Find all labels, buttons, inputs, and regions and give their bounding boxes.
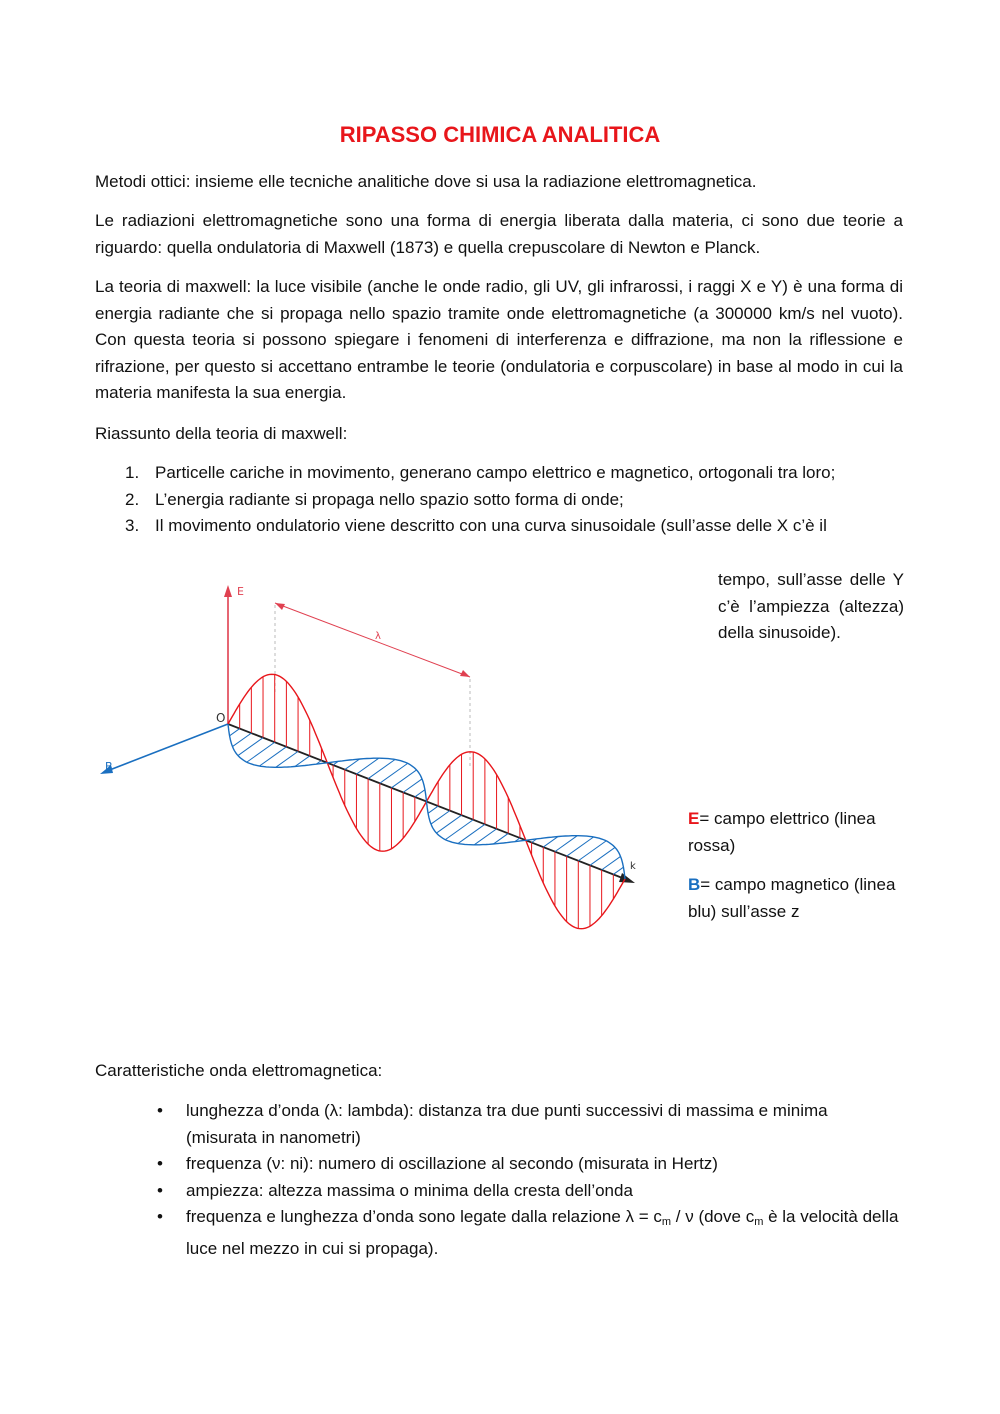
e-axis-label: E <box>237 585 244 598</box>
origin-label: O <box>216 711 226 725</box>
paragraph-summary-heading: Riassunto della teoria di maxwell: <box>95 424 348 443</box>
list-item <box>95 1178 903 1205</box>
propagation-axis-label: k <box>630 861 636 872</box>
legend-e-key: E <box>688 809 700 828</box>
list-item-text: Particelle cariche in movimento, generano campo elettrico e magnetico, ortogonali tra loro; <box>155 463 836 482</box>
formula-text-b: / ν (dove c <box>671 1207 755 1226</box>
bullet-text: lunghezza d’onda (λ: lambda): distanza tra due punti successivi di massima e minima (misurata in nanometri) <box>186 1101 828 1147</box>
formula-text-c: è la velocità della luce nel mezzo in cui si propaga). <box>186 1207 899 1258</box>
paragraph-theories: Le radiazioni elettromagnetiche sono una forma di energia liberata dalla materia, ci sono due teorie a riguardo: quella ondulatoria di Maxwell (1873) e quella crepuscolare di Newton e Planck. <box>95 211 903 257</box>
list-item <box>95 487 903 514</box>
paragraph-intro: Metodi ottici: insieme elle tecniche analitiche dove si usa la radiazione elettromagnetica. <box>95 172 757 191</box>
bullet-text: frequenza (ν: ni): numero di oscillazione al secondo (misurata in Hertz) <box>186 1154 718 1173</box>
wavelength-label: λ <box>375 631 381 642</box>
list-number: 3. <box>125 516 140 535</box>
legend-e-text: = campo elettrico (linea rossa) <box>688 809 876 855</box>
formula-text-a: frequenza e lunghezza d’onda sono legate dalla relazione λ = c <box>186 1207 662 1226</box>
list-item <box>95 460 903 487</box>
bullet: • <box>157 1154 163 1173</box>
b-axis-label: B <box>105 760 113 773</box>
bullet-text <box>186 1207 899 1258</box>
characteristics-list <box>95 1098 903 1262</box>
paragraph-maxwell: La teoria di maxwell: la luce visibile (anche le onde radio, gli UV, gli infrarossi, i raggi X e Y) è una forma di energia radiante che si propaga nello spazio tramite onde elettromagnetiche (a 300000 km/s nel vuoto). Con questa teoria si possono spiegare i fenomeni di interferenza e diffrazione, ma non la riflessione e rifrazione, per questo si accettano entrambe le teorie (ondulatoria e corpuscolare) in base al modo in cui la materia manifesta la sua energia. <box>95 277 903 402</box>
bullet-text: ampiezza: altezza massima o minima della cresta dell’onda <box>186 1180 633 1200</box>
page-title: RIPASSO CHIMICA ANALITICA <box>339 122 661 147</box>
list-item-text: Il movimento ondulatorio viene descritto con una curva sinusoidale (sull’asse delle X c’è il <box>155 516 827 535</box>
legend-magnetic <box>688 872 903 925</box>
list-number: 1. <box>125 463 140 482</box>
bullet: • <box>157 1207 163 1226</box>
formula-subscript: m <box>754 1216 764 1228</box>
list-item <box>95 1204 903 1262</box>
list-number: 2. <box>125 489 140 509</box>
figure-background <box>95 567 645 937</box>
characteristics-heading: Caratteristiche onda elettromagnetica: <box>95 1061 383 1080</box>
numbered-list <box>95 460 903 540</box>
bullet: • <box>157 1101 163 1120</box>
em-wave-figure <box>95 567 645 937</box>
list-item <box>95 1151 903 1178</box>
legend-b-text: = campo magnetico (linea blu) sull’asse z <box>688 875 896 921</box>
list-item <box>95 513 903 540</box>
formula-subscript: m <box>661 1216 672 1228</box>
wrapped-text: tempo, sull’asse delle Y c’è l’ampiezza (altezza) della sinusoide). <box>718 570 904 642</box>
bullet: • <box>157 1180 163 1200</box>
list-item-text: L’energia radiante si propaga nello spazio sotto forma di onde; <box>155 489 624 509</box>
legend-b-key: B <box>688 875 701 894</box>
legend-electric <box>688 806 903 859</box>
list-item <box>95 1098 903 1151</box>
